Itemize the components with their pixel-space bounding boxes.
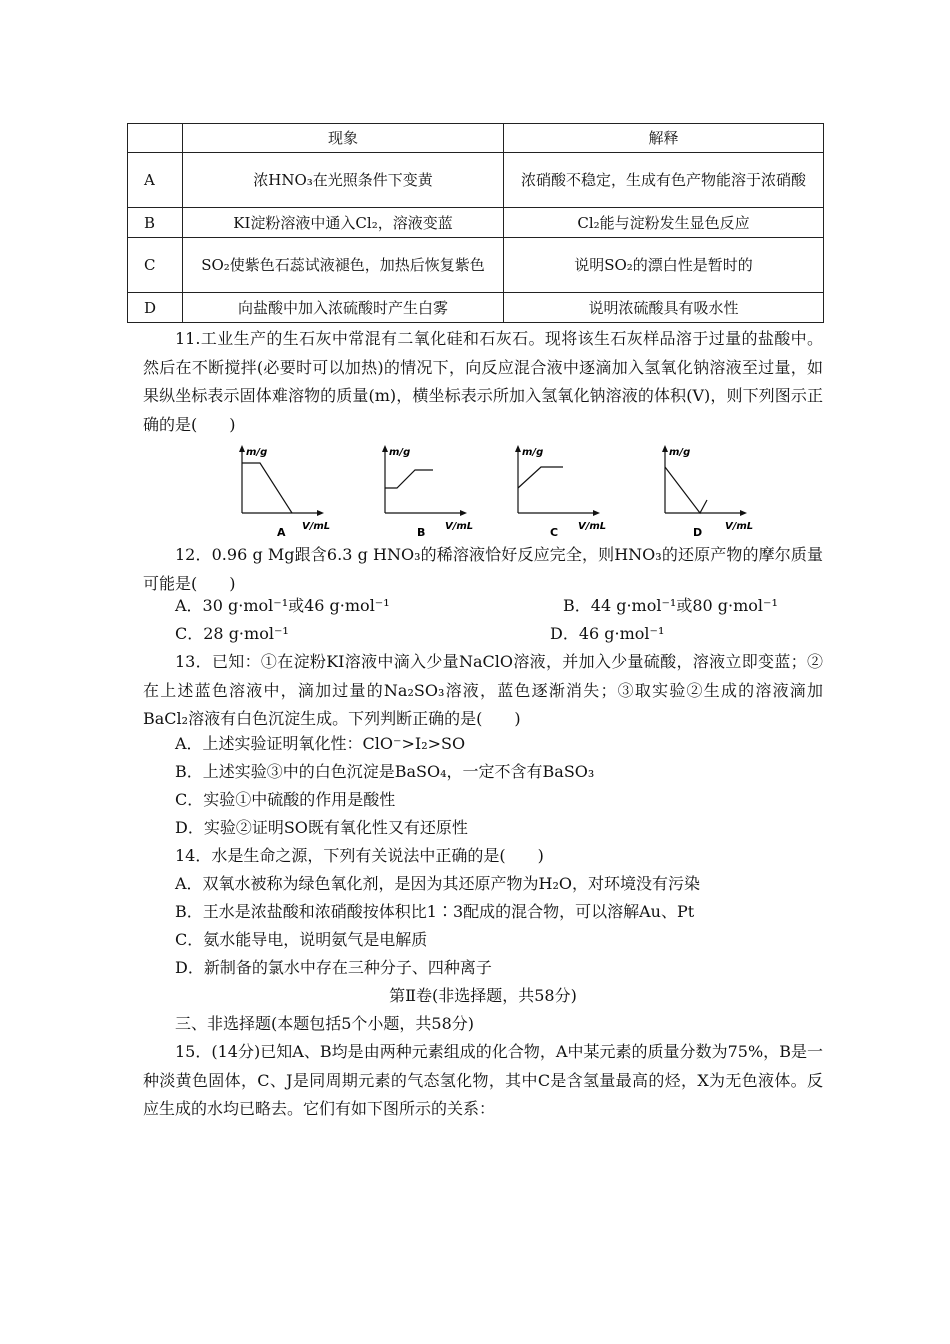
x-axis-label: V/mL xyxy=(445,521,474,532)
q12-option-c: C．28 g·mol⁻¹ xyxy=(175,624,289,643)
q12-option-a: A．30 g·mol⁻¹或46 g·mol⁻¹ xyxy=(175,596,390,615)
row-phenomenon: SO₂使紫色石蕊试液褪色，加热后恢复紫色 xyxy=(183,238,504,293)
row-label: D xyxy=(128,293,183,323)
row-phenomenon: 向盐酸中加入浓硫酸时产生白雾 xyxy=(183,293,504,323)
y-arrow-icon xyxy=(382,445,388,452)
curve xyxy=(242,463,292,513)
q14-option-b: B．王水是浓盐酸和浓硝酸按体积比1∶3配成的混合物，可以溶解Au、Pt xyxy=(175,902,695,921)
answer-table xyxy=(127,123,824,323)
y-arrow-icon xyxy=(239,445,245,452)
graph-label: D xyxy=(693,526,703,539)
graph-label: C xyxy=(550,526,559,539)
q13-option-c: C．实验①中硫酸的作用是酸性 xyxy=(175,790,396,809)
q13-option-d: D．实验②证明SO既有氧化性又有还原性 xyxy=(175,818,468,837)
row-phenomenon: KI淀粉溶液中通入Cl₂，溶液变蓝 xyxy=(183,208,504,238)
x-arrow-icon xyxy=(740,510,747,516)
section-2-title: 第Ⅱ卷(非选择题，共58分) xyxy=(389,986,577,1005)
row-explanation: 浓硝酸不稳定，生成有色产物能溶于浓硝酸 xyxy=(504,153,824,208)
curve xyxy=(665,467,707,513)
y-axis-label: m/g xyxy=(522,447,544,458)
header-explanation: 解释 xyxy=(504,124,824,153)
y-arrow-icon xyxy=(515,445,521,452)
graph-b xyxy=(375,443,495,538)
question-11-stem: 11.工业生产的生石灰中常混有二氧化硅和石灰石。现将该生石灰样品溶于过量的盐酸中。然后在不断搅拌(必要时可以加热)的情况下，向反应混合液中逐滴加入氢氧化钠溶液至过量，如果纵坐标表示固体难溶物的质量(m)，横坐标表示所加入氢氧化钠溶液的体积(V)，则下列图示正确的是( ) xyxy=(143,329,823,434)
x-axis-label: V/mL xyxy=(302,521,331,532)
graph-c xyxy=(508,443,628,538)
q12-option-d: D．46 g·mol⁻¹ xyxy=(550,624,665,643)
question-13-stem: 13．已知：①在淀粉KI溶液中滴入少量NaClO溶液，并加入少量硫酸，溶液立即变蓝；②在上述蓝色溶液中，滴加过量的Na₂SO₃溶液，蓝色逐渐消失；③取实验②生成的溶液滴加BaCl₂溶液有白色沉淀生成。下列判断正确的是( ) xyxy=(143,652,823,728)
table-row xyxy=(128,293,824,323)
q14-option-c: C．氨水能导电，说明氨气是电解质 xyxy=(175,930,428,949)
curve xyxy=(518,467,563,488)
question-14-stem: 14．水是生命之源，下列有关说法中正确的是( ) xyxy=(175,846,544,865)
question-12-stem: 12．0.96 g Mg跟含6.3 g HNO₃的稀溶液恰好反应完全，则HNO₃的还原产物的摩尔质量可能是( ) xyxy=(143,545,823,593)
graph-label: A xyxy=(277,526,286,539)
table-row xyxy=(128,238,824,293)
row-explanation: 说明浓硫酸具有吸水性 xyxy=(504,293,824,323)
row-label: A xyxy=(128,153,183,208)
graph-b-plot xyxy=(375,443,495,538)
x-arrow-icon xyxy=(460,510,467,516)
section-3-heading: 三、非选择题(本题包括5个小题，共58分) xyxy=(175,1014,475,1033)
question-15-stem: 15．(14分)已知A、B均是由两种元素组成的化合物，A中某元素的质量分数为75%，B是一种淡黄色固体，C、J是同周期元素的气态氢化物，其中C是含氢量最高的烃，X为无色液体。反应生成的水均已略去。它们有如下图所示的关系： xyxy=(143,1042,823,1118)
row-explanation: Cl₂能与淀粉发生显色反应 xyxy=(504,208,824,238)
y-arrow-icon xyxy=(662,445,668,452)
q13-option-b: B．上述实验③中的白色沉淀是BaSO₄，一定不含有BaSO₃ xyxy=(175,762,595,781)
graph-label: B xyxy=(417,526,426,539)
x-arrow-icon xyxy=(317,510,324,516)
graph-c-plot xyxy=(508,443,628,538)
row-phenomenon: 浓HNO₃在光照条件下变黄 xyxy=(183,153,504,208)
y-axis-label: m/g xyxy=(246,447,268,458)
graph-d xyxy=(655,443,775,538)
q14-option-d: D．新制备的氯水中存在三种分子、四种离子 xyxy=(175,958,492,977)
q14-option-a: A．双氧水被称为绿色氧化剂，是因为其还原产物为H₂O，对环境没有污染 xyxy=(175,874,701,893)
row-label: B xyxy=(128,208,183,238)
graph-a-plot xyxy=(232,443,352,538)
x-arrow-icon xyxy=(593,510,600,516)
q12-option-b: B．44 g·mol⁻¹或80 g·mol⁻¹ xyxy=(563,596,778,615)
table-row xyxy=(128,153,824,208)
table-corner-cell xyxy=(128,124,183,153)
x-axis-label: V/mL xyxy=(725,521,754,532)
table-header-row xyxy=(128,124,824,153)
y-axis-label: m/g xyxy=(669,447,691,458)
curve xyxy=(385,470,433,488)
header-phenomenon: 现象 xyxy=(183,124,504,153)
y-axis-label: m/g xyxy=(389,447,411,458)
x-axis-label: V/mL xyxy=(578,521,607,532)
row-label: C xyxy=(128,238,183,293)
graph-d-plot xyxy=(655,443,775,538)
q13-option-a: A．上述实验证明氧化性：ClO⁻>I₂>SO xyxy=(175,734,466,753)
table-row xyxy=(128,208,824,238)
graph-a xyxy=(232,443,352,538)
row-explanation: 说明SO₂的漂白性是暂时的 xyxy=(504,238,824,293)
